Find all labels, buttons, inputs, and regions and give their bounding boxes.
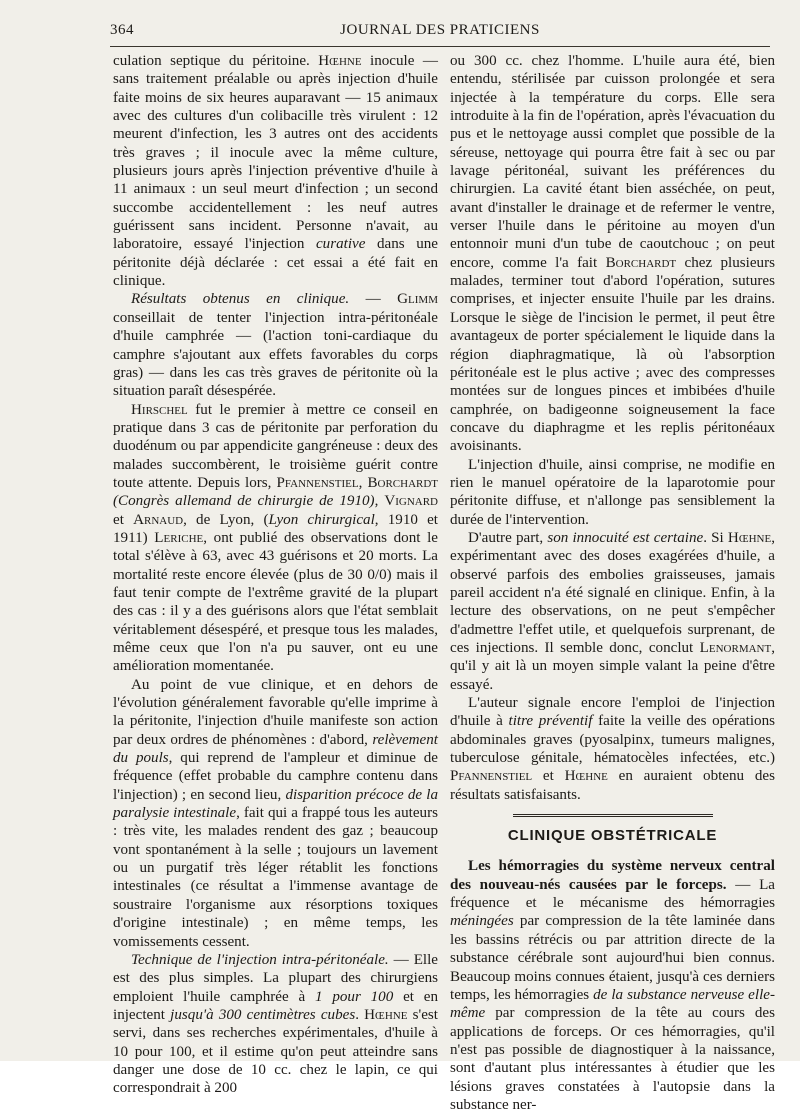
- author-name: Pfannenstiel: [450, 768, 533, 785]
- journal-title: JOURNAL DES PRATICIENS: [340, 22, 540, 38]
- subsection-heading: Technique de l'injection intra-péritonéale.: [131, 951, 389, 968]
- article-heading: Les hémorragies du système nerveux central des nouveau-nés causées par le forceps.: [450, 858, 775, 893]
- author-name: Hœhne: [364, 1006, 408, 1023]
- author-name: Hœhne: [318, 53, 362, 69]
- right-column: [450, 52, 775, 1114]
- author-name: Borchardt: [605, 254, 677, 271]
- author-name: Borchardt: [367, 474, 439, 491]
- author-name: Arnaud: [133, 511, 184, 528]
- left-paragraph-1: culation septique du péritoine. Hœhne inocule — sans traitement préalable ou après injection d'huile faite moins de six heures auparavant — 15 animaux avec des cultures d'un colibacille très virulent : 12 meurent d'infection, les 3 autres ont des accidents très graves ; il inocule avec la même culture, plusieurs jours après l'injection préventive d'huile à 11 animaux : un seul meurt d'infection ; un second succombe accidentellement : les neuf autres guérissent sans incident. Personne n'avait, au laboratoire, essayé l'injection curative dans une péritonite déjà déclarée : cet essai a été fait en clinique.: [113, 53, 438, 290]
- right-paragraph-1: ou 300 cc. chez l'homme. L'huile aura été, bien entendu, stérilisée par cuisson prolongée et sera injectée à la température du corps. Elle sera introduite à la fin de l'opération, après l'évacuation du pus et le nettoyage aussi complet que possible de la séreuse, nettoyage qui pourra être fait à sec ou par lavage péritonéal, suivant les préférences du chirurgien. La cavité étant bien asséchée, on peut, avant d'installer le drainage et de refermer le ventre, verser l'huile dans le péritoine au moyen d'un entonnoir muni d'un tube de caoutchouc ; on peut encore, comme l'a fait Borchardt chez plusieurs malades, terminer tout d'abord l'opération, sutures comprises, et injecter ensuite l'huile par les drains. Lorsque le siège de l'incision le permet, il peut être avantageux de porter spécialement le liquide dans la région diaphragmatique, là où l'absorption péritonéale est le plus active ; avec des compresses montées sur de longues pinces et imbibées d'huile camphrée, on badigeonne soigneusement la face concave du diaphragme et les replis péritonéaux avoisinants.: [450, 53, 775, 455]
- left-paragraph-2: Résultats obtenus en clinique. — Glimm conseillait de tenter l'injection intra-péritonéale d'huile camphrée — (l'action toni-cardiaque du camphre s'ajoutant aux effets favorables du corps gras) — dans les cas très graves de péritonite où la situation paraît désespérée.: [113, 291, 438, 400]
- right-paragraph-4: L'auteur signale encore l'emploi de l'injection d'huile à titre préventif faite la veille des opérations abdominales graves (pyosalpinx, tumeurs malignes, tuberculose génitale, hématocèles infectées, etc.) Pfannenstiel et Hœhne en auraient obtenu des résultats satisfaisants.: [450, 695, 776, 803]
- right-paragraph-5: Les hémorragies du système nerveux central des nouveau-nés causées par le forceps. — La fréquence et le mécanisme des hémorragies méningées par compression de la tête laminée dans les bassins rétrécis ou par attrition directe de la substance cérébrale sont aujourd'hui bien connus. Beaucoup moins connues étaient, jusqu'à ces derniers temps, les hémorragies de la substance nerveuse elle-même par compression de la tête au cours des applications de forceps. Or ces hémorragies, qu'il n'est pas possible de diagnostiquer à la naissance, sont d'autant plus intéressantes à étudier que les lésions graves constatées à l'autopsie dans la substance ner-: [450, 858, 776, 1113]
- author-name: Lenormant: [699, 640, 772, 656]
- subsection-heading: Résultats obtenus en clinique.: [131, 291, 350, 308]
- left-paragraph-5: Technique de l'injection intra-péritonéale. — Elle est des plus simples. La plupart des chirurgiens emploient l'huile camphrée à 1 pour 100 et en injectent jusqu'à 300 centimètres cubes. Hœhne s'est servi, dans ses recherches expérimentales, d'huile à 10 pour 100, et il estime qu'on peut atteindre sans danger une dose de 10 cc. chez le lapin, ce qui correspondrait à 200: [113, 951, 439, 1097]
- author-name: Vignard: [384, 493, 438, 510]
- running-header: [110, 18, 770, 42]
- right-paragraph-2: L'injection d'huile, ainsi comprise, ne modifie en rien le manuel opératoire de la laparotomie pour péritonite diffuse, et n'allonge pas sensiblement la durée de l'intervention.: [450, 456, 775, 528]
- author-name: Hœhne: [564, 768, 608, 785]
- page-number: 364: [110, 22, 134, 38]
- author-name: Glimm: [397, 291, 438, 308]
- left-column: [113, 52, 438, 1098]
- author-name: Leriche: [154, 529, 204, 546]
- header-rule: [110, 46, 770, 47]
- author-name: Pfannenstiel: [276, 474, 359, 491]
- section-divider: [513, 814, 713, 817]
- right-paragraph-3: D'autre part, son innocuité est certaine. Si Hœhne, expérimentant avec des doses exagérées d'huile, a observé parfois des embolies graisseuses, jamais pareil accident n'a été signalé en clinique. Enfin, à la lecture des observations, on ne peut s'empêcher d'admettre l'effet utile, et quelquefois surprenant, de ces injections. Il semble donc, conclut Lenormant, qu'il y ait là un moyen simple valant la peine d'être essayé.: [450, 529, 775, 693]
- author-name: Hirschel: [131, 401, 188, 418]
- left-paragraph-4: Au point de vue clinique, et en dehors de l'évolution généralement favorable qu'elle imprime à la péritonite, l'injection d'huile manifeste son action par deux ordres de phénomènes : d'abord, relèvement du pouls, qui reprend de l'ampleur et diminue de fréquence (effet probable du camphre contenu dans l'injection) ; en second lieu, disparition précoce de la paralysie intestinale, fait qui a frappé tous les auteurs : très vite, les malades rendent des gaz ; beaucoup vont spontanément à la selle ; toujours un lavement ou un purgatif très léger rétablit les fonctions intestinales (ce résultat a l'immense avantage de soustraire l'organisme aux résorptions toxiques d'origine intestinale) ; en même temps, les vomissements cessent.: [113, 676, 438, 950]
- left-paragraph-3: Hirschel fut le premier à mettre ce conseil en pratique dans 3 cas de péritonite par perforation du duodénum ou par appendicite gangréneuse : deux des malades succombèrent, le troisième guérit contre toute attente. Depuis lors, Pfannenstiel, Borchardt (Congrès allemand de chirurgie de 1910), Vignard et Arnaud, de Lyon, (Lyon chirurgical, 1910 et 1911) Leriche, ont publié des observations dont le total s'élève à 63, avec 43 guérisons et 20 morts. La mortalité reste encore élevée (plus de 30 0/0) mais il faut tenir compte de l'extrême gravité de la plupart des cas : il y a des guérisons alors que l'état semblait véritablement désespéré, et presque tous les malades, même ceux que l'on n'a pu sauver, ont eu une amélioration momentanée.: [113, 401, 439, 675]
- section-title: CLINIQUE OBSTÉTRICALE: [507, 827, 718, 845]
- author-name: Hœhne: [727, 529, 772, 546]
